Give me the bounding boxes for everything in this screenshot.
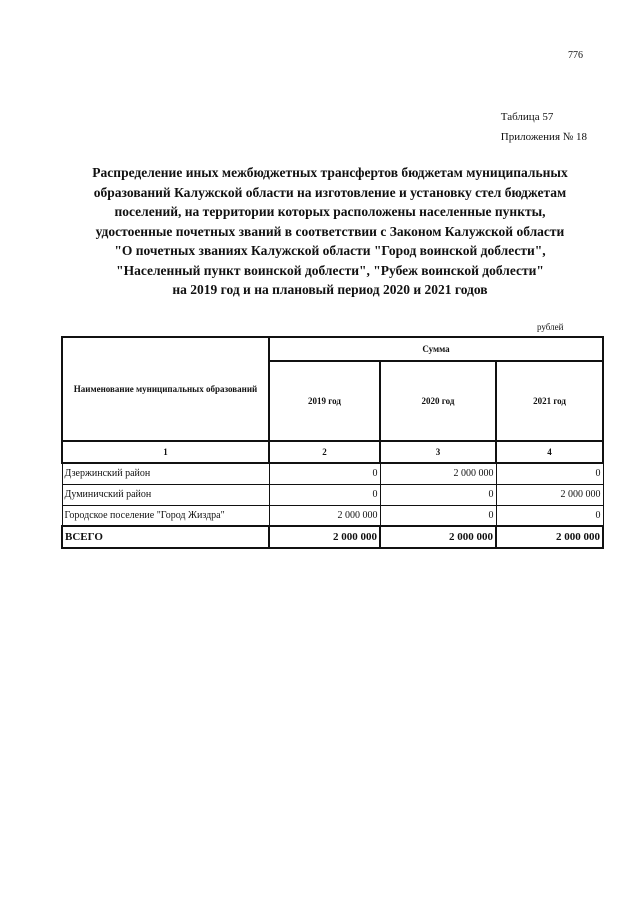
row-value-2021: 0 [496,505,603,526]
total-value-2020: 2 000 000 [380,526,496,548]
row-value-2021: 0 [496,463,603,484]
distribution-table [61,336,604,549]
row-value-2020: 2 000 000 [380,463,496,484]
header-year-2019: 2019 год [269,361,380,441]
table-number: Таблица 57 [500,111,554,123]
title-line: удостоенные почетных званий в соответствии с Законом Калужской области [95,223,565,239]
document-title [60,163,600,300]
table-row [62,484,603,505]
column-number: 2 [269,441,380,463]
row-value-2019: 0 [269,484,380,505]
header-sum: Сумма [269,337,603,361]
row-value-2019: 0 [269,463,380,484]
table-reference [501,107,587,147]
title-line: образований Калужской области на изготовление и установку стел бюджетам [93,184,567,200]
row-value-2021: 2 000 000 [496,484,603,505]
column-number: 3 [380,441,496,463]
total-value-2021: 2 000 000 [496,526,603,548]
row-value-2019: 2 000 000 [269,505,380,526]
row-value-2020: 0 [380,505,496,526]
table-row [62,463,603,484]
title-line: на 2019 год и на плановый период 2020 и 2021 годов [172,282,488,297]
units-label: рублей [537,322,564,332]
header-municipality: Наименование муниципальных образований [62,337,269,441]
row-value-2020: 0 [380,484,496,505]
title-line: Распределение иных межбюджетных трансфертов бюджетам муниципальных [92,165,568,180]
header-year-2021: 2021 год [496,361,603,441]
header-year-2020: 2020 год [380,361,496,441]
column-number: 1 [62,441,269,463]
column-number-row [62,441,603,463]
total-label: ВСЕГО [62,526,269,548]
page-number: 776 [568,50,583,61]
row-name: Думиничский район [62,484,269,505]
table-row [62,505,603,526]
title-line: "О почетных званиях Калужской области "Город воинской доблести", [114,243,546,258]
appendix-number: Приложения № 18 [500,131,587,143]
total-value-2019: 2 000 000 [269,526,380,548]
total-row [62,526,603,548]
column-number: 4 [496,441,603,463]
title-line: "Населенный пункт воинской доблести", "Рубеж воинской доблести" [116,262,544,278]
row-name: Дзержинский район [62,463,269,484]
title-line: поселений, на территории которых расположены населенные пункты, [114,204,546,219]
row-name: Городское поселение "Город Жиздра" [62,505,269,526]
